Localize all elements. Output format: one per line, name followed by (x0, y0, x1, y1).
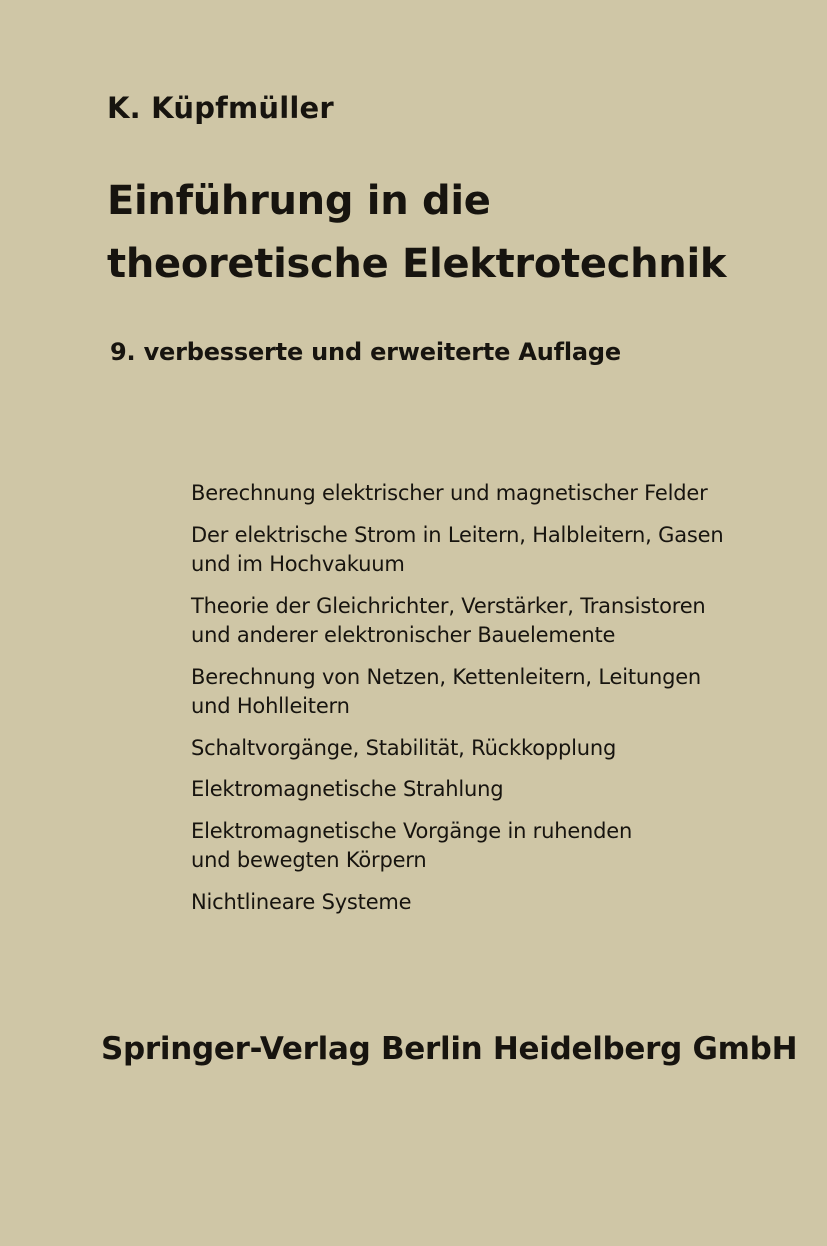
topic-line: Elektromagnetische Strahlung (191, 777, 504, 801)
title-line-2: theoretische Elektrotechnik (107, 241, 727, 287)
topic-line: und im Hochvakuum (191, 552, 405, 576)
topic-line: Berechnung elektrischer und magnetischer Felder (191, 481, 708, 505)
topic-line: Nichtlineare Systeme (191, 889, 412, 914)
topic-item (191, 817, 811, 876)
topic-item (191, 888, 811, 918)
author-name: K. Küpfmüller (107, 91, 334, 125)
topic-item (191, 592, 811, 651)
topic-item (191, 734, 811, 764)
publisher-name: Springer-Verlag Berlin Heidelberg GmbH (101, 1031, 798, 1067)
topic-item (191, 479, 811, 509)
title-line-1: Einführung in die (107, 178, 491, 224)
topic-line: und anderer elektronischer Bauelemente (191, 623, 616, 647)
topic-line: Schaltvorgänge, Stabilität, Rückkopplung (191, 735, 617, 760)
topic-line: und Hohlleitern (191, 694, 350, 718)
topic-item (191, 775, 811, 805)
book-title (107, 170, 726, 296)
topic-line: Theorie der Gleichrichter, Verstärker, Transistoren (191, 593, 706, 618)
topic-item (191, 521, 811, 580)
edition-statement: 9. verbesserte und erweiterte Auflage (110, 338, 621, 366)
topic-line: Der elektrische Strom in Leitern, Halbleitern, Gasen (191, 522, 724, 547)
topic-line: und bewegten Körpern (191, 848, 427, 872)
topic-list (191, 479, 811, 917)
topic-line: Elektromagnetische Vorgänge in ruhenden (191, 818, 633, 843)
topic-item (191, 663, 811, 722)
topic-line: Berechnung von Netzen, Kettenleitern, Leitungen (191, 664, 702, 689)
